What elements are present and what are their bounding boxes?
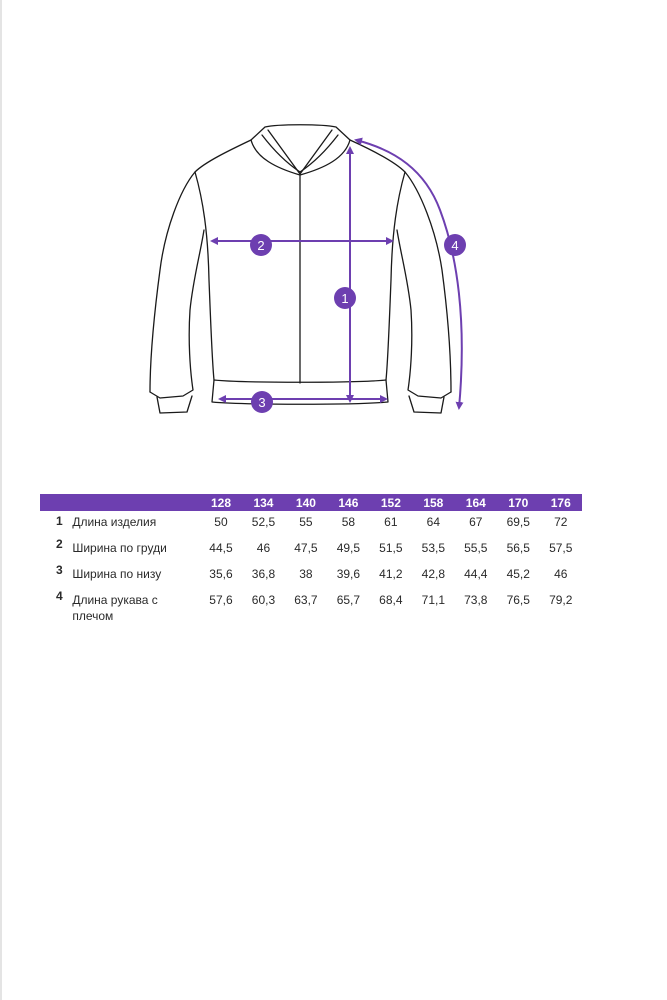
row-number: 4 [56,589,63,603]
measurement-value: 67 [469,515,483,529]
measurement-value: 36,8 [251,567,276,581]
measurement-value: 51,5 [379,541,403,555]
measurement-value: 46 [554,567,568,581]
size-header-row [40,494,582,511]
marker-badge-1 [334,287,356,309]
measurement-value: 64 [426,515,440,529]
measurement-value: 76,5 [506,593,530,607]
measurement-value: 60,3 [251,593,276,607]
svg-text:1: 1 [341,291,349,306]
size-chart-table [40,494,582,624]
measurement-value: 47,5 [294,541,318,555]
table-row [40,537,582,563]
table-row [40,511,582,537]
measurement-value: 41,2 [379,567,403,581]
header-spacer [70,494,199,511]
size-header: 152 [370,494,412,511]
measurement-value: 53,5 [421,541,445,555]
measurement-value: 55,5 [464,541,488,555]
measurement-value: 63,7 [294,593,318,607]
row-number: 1 [56,514,63,528]
measurement-name: Длина рукава с плечом [72,593,158,623]
measurement-value: 58 [341,515,356,529]
size-header: 170 [497,494,539,511]
measurement-value: 69,5 [506,515,530,529]
size-header: 134 [242,494,284,511]
table-row [40,589,582,624]
sleeve-length-line [356,140,462,408]
measurement-value: 49,5 [336,541,361,555]
measurement-value: 44,5 [209,541,233,555]
measurement-value: 35,6 [209,567,233,581]
size-header: 164 [455,494,497,511]
measurement-value: 50 [214,515,228,529]
measurement-value: 55 [299,515,313,529]
measurement-value: 68,4 [379,593,403,607]
size-header: 146 [327,494,369,511]
measurement-value: 65,7 [336,593,361,607]
measurement-value: 61 [384,515,398,529]
size-header: 176 [540,494,583,511]
measurement-value: 73,8 [464,593,488,607]
measurement-value: 38 [299,567,313,581]
measurement-value: 45,2 [506,567,530,581]
measurement-name: Ширина по низу [72,567,162,581]
row-number: 3 [56,563,63,577]
measurement-value: 57,5 [549,541,573,555]
measurement-value: 56,5 [506,541,530,555]
svg-text:3: 3 [258,395,266,410]
measurement-value: 46 [256,541,271,555]
measurement-name: Длина изделия [72,515,157,529]
jacket-measurement-diagram [0,0,667,470]
row-number: 2 [56,537,63,551]
svg-text:4: 4 [451,238,459,253]
measurement-value: 72 [554,515,568,529]
measurement-value: 42,8 [421,567,445,581]
svg-text:2: 2 [257,238,265,253]
marker-badge-4 [444,234,466,256]
size-header: 128 [200,494,242,511]
measurement-value: 71,1 [421,593,445,607]
measurement-value: 57,6 [209,593,233,607]
table-row [40,563,582,589]
marker-badge-2 [250,234,272,256]
measurement-value: 39,6 [336,567,361,581]
size-header: 140 [285,494,327,511]
size-header: 158 [412,494,454,511]
marker-badge-3 [251,391,273,413]
jacket-outline [150,125,451,413]
measurement-name: Ширина по груди [72,541,167,555]
measurement-value: 79,2 [549,593,573,607]
measurement-value: 44,4 [464,567,488,581]
measurement-lines [212,140,462,408]
header-spacer [40,494,70,511]
measurement-value: 52,5 [251,515,276,529]
